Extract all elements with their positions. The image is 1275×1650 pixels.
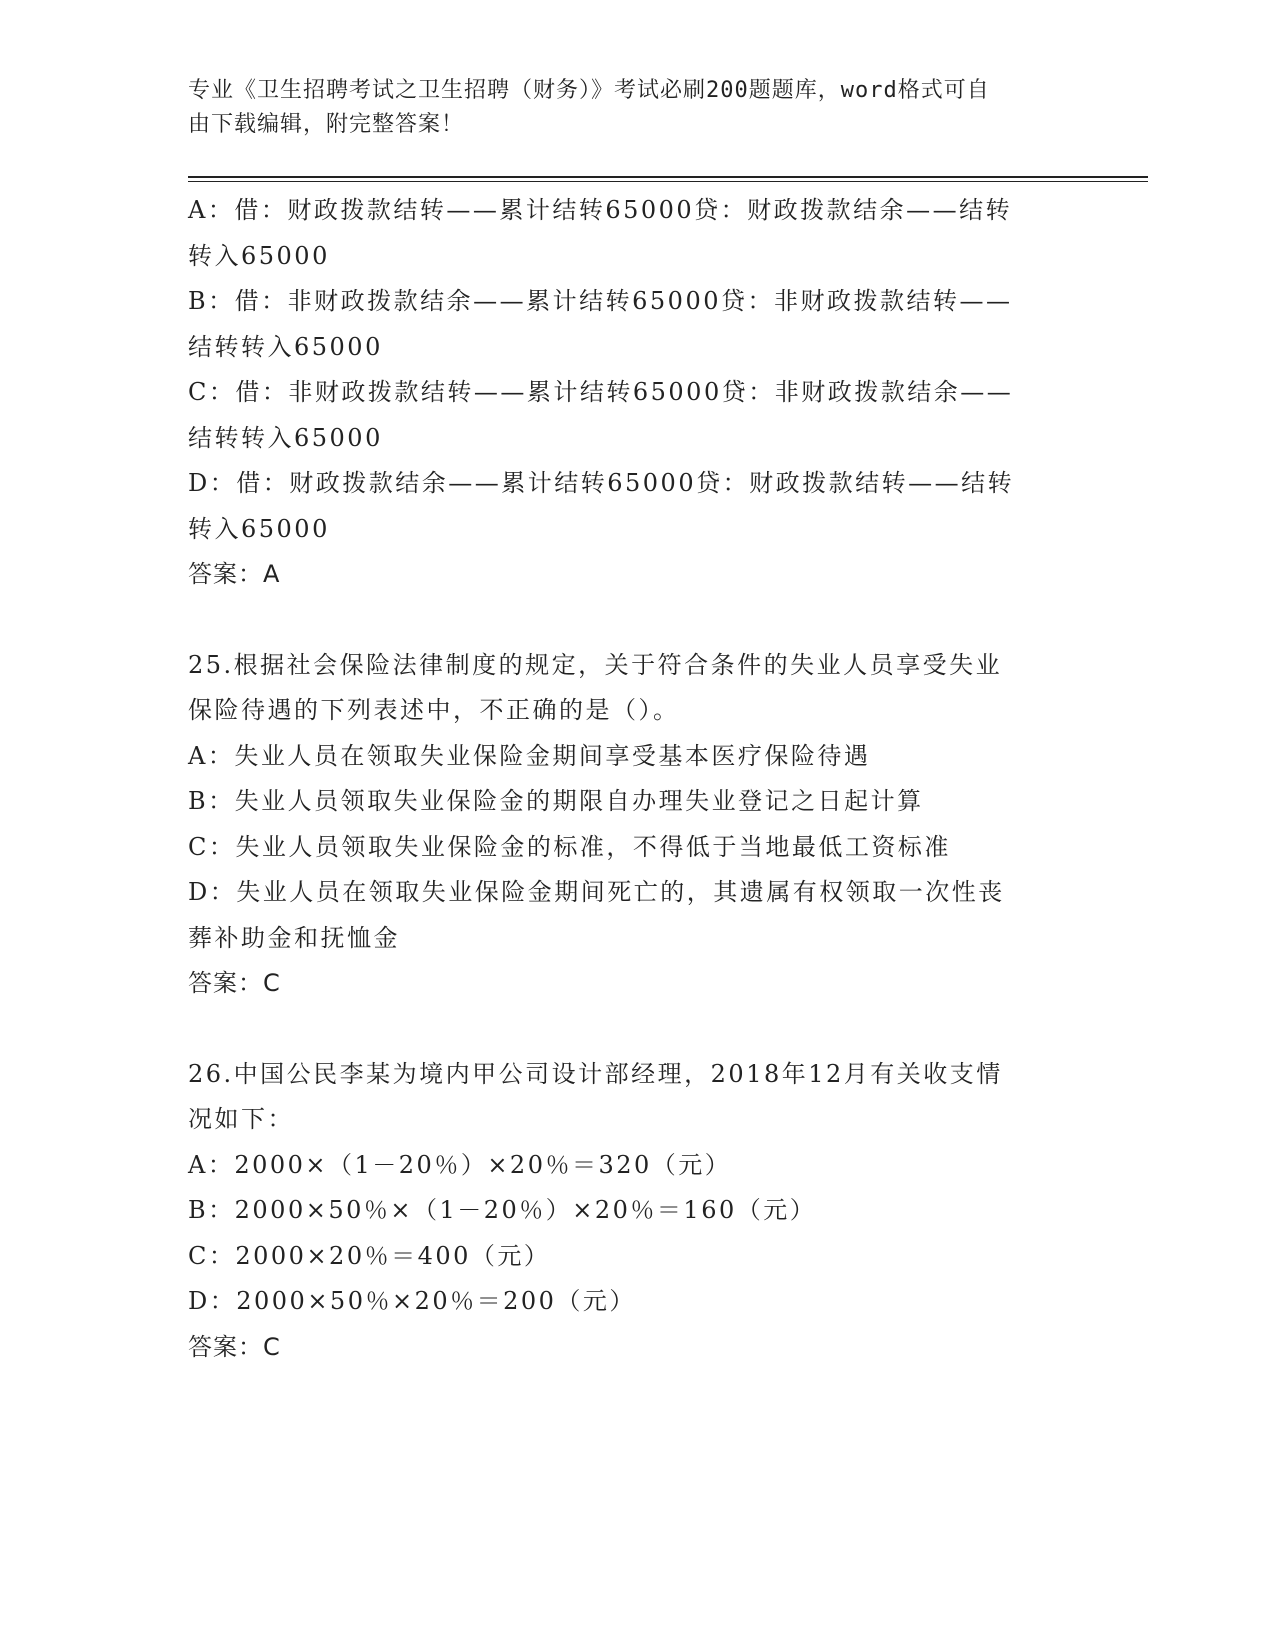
header-divider-thin (188, 181, 1148, 182)
option-d-line-2: 葬补助金和抚恤金 (188, 923, 400, 952)
option-b-line-1: B：借：非财政拨款结余——累计结转65000贷：非财政拨款结转—— (188, 287, 1013, 315)
option-b: B：2000×50％×（1－20％）×20％＝160（元） (188, 1196, 817, 1224)
option-a-line-2: 转入65000 (188, 241, 330, 270)
option-a-line-1: A：借：财政拨款结转——累计结转65000贷：财政拨款结余——结转 (188, 196, 1013, 224)
question-stem-line-2: 保险待遇的下列表述中，不正确的是（）。 (188, 696, 680, 724)
document-header (188, 74, 1068, 142)
option-a: A：2000×（1－20％）×20％＝320（元） (188, 1150, 732, 1179)
option-c-line-2: 结转转入65000 (188, 423, 383, 452)
option-a: A：失业人员在领取失业保险金期间享受基本医疗保险待遇 (188, 741, 871, 770)
option-c: C：2000×20％＝400（元） (188, 1241, 551, 1270)
question-26 (188, 1052, 1078, 1371)
spacer (188, 1007, 1078, 1052)
header-line-2: 由下载编辑，附完整答案！ (188, 112, 465, 137)
answer-26: 答案：C (188, 1332, 281, 1361)
question-25 (188, 643, 1078, 1007)
option-c-line-1: C：借：非财政拨款结转——累计结转65000贷：非财政拨款结余—— (188, 378, 1014, 406)
question-24-options (188, 188, 1078, 598)
option-c: C：失业人员领取失业保险金的标准，不得低于当地最低工资标准 (188, 832, 951, 861)
document-body (188, 188, 1078, 1370)
answer-25: 答案：C (188, 969, 281, 997)
option-d-line-2: 转入65000 (188, 514, 330, 543)
option-d-line-1: D：借：财政拨款结余——累计结转65000贷：财政拨款结转——结转 (188, 469, 1015, 497)
question-stem-line-2: 况如下： (188, 1105, 294, 1133)
header-line-1: 专业《卫生招聘考试之卫生招聘（财务）》考试必刷200题题库，word格式可自 (188, 78, 990, 103)
option-b: B：失业人员领取失业保险金的期限自办理失业登记之日起计算 (188, 787, 924, 815)
answer-24: 答案：A (188, 560, 281, 588)
spacer (188, 598, 1078, 643)
option-d-line-1: D：失业人员在领取失业保险金期间死亡的，其遗属有权领取一次性丧 (188, 878, 1005, 906)
option-d: D：2000×50％×20％＝200（元） (188, 1287, 636, 1315)
option-b-line-2: 结转转入65000 (188, 332, 383, 361)
header-divider-thick (188, 176, 1148, 178)
question-stem-line-1: 25.根据社会保险法律制度的规定，关于符合条件的失业人员享受失业 (188, 650, 1003, 679)
question-stem-line-1: 26.中国公民李某为境内甲公司设计部经理，2018年12月有关收支情 (188, 1059, 1003, 1088)
